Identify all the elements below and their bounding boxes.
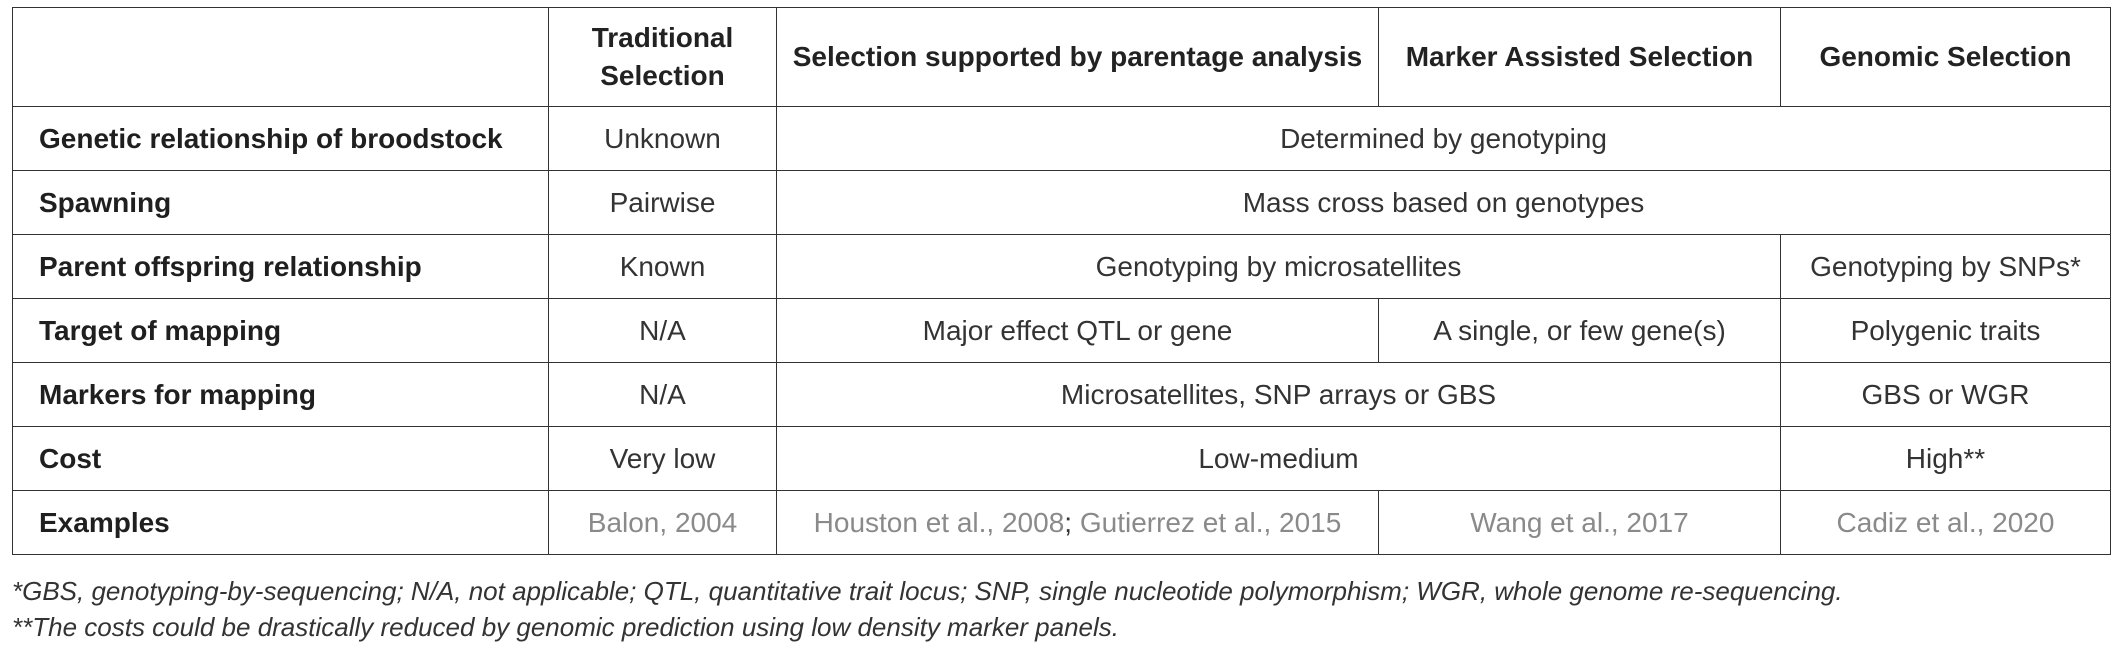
table-row-parent-offspring xyxy=(13,235,2111,299)
cell-traditional: Unknown xyxy=(549,107,777,171)
reference-link-balon-2004[interactable]: Balon, 2004 xyxy=(549,491,777,555)
row-label: Target of mapping xyxy=(13,299,549,363)
header-parentage-analysis: Selection supported by parentage analysis xyxy=(777,8,1379,107)
table-row-spawning xyxy=(13,171,2111,235)
cell-traditional: Pairwise xyxy=(549,171,777,235)
cell-parentage: Major effect QTL or gene xyxy=(777,299,1379,363)
row-label: Parent offspring relationship xyxy=(13,235,549,299)
table-row-target-mapping xyxy=(13,299,2111,363)
cell-traditional: Known xyxy=(549,235,777,299)
table-row-cost xyxy=(13,427,2111,491)
cell-traditional: Very low xyxy=(549,427,777,491)
reference-link-cadiz-2020[interactable]: Cadiz et al., 2020 xyxy=(1781,491,2111,555)
cell-genomic: GBS or WGR xyxy=(1781,363,2111,427)
table-row-markers-mapping xyxy=(13,363,2111,427)
reference-link-wang-2017[interactable]: Wang et al., 2017 xyxy=(1379,491,1781,555)
reference-separator: ; xyxy=(1064,506,1073,538)
row-label: Markers for mapping xyxy=(13,363,549,427)
cell-mas: A single, or few gene(s) xyxy=(1379,299,1781,363)
row-label: Cost xyxy=(13,427,549,491)
header-traditional-selection: Traditional Selection xyxy=(549,8,777,107)
cell-traditional: N/A xyxy=(549,299,777,363)
header-marker-assisted-selection: Marker Assisted Selection xyxy=(1379,8,1781,107)
selection-methods-table xyxy=(12,7,2111,555)
header-corner-cell xyxy=(13,8,549,107)
row-label: Genetic relationship of broodstock xyxy=(13,107,549,171)
footnote-costs: **The costs could be drastically reduced by genomic prediction using low density marker panels. xyxy=(12,612,1120,642)
cell-genomic: Genotyping by SNPs* xyxy=(1781,235,2111,299)
cell-merged: Low-medium xyxy=(777,427,1781,491)
cell-traditional: N/A xyxy=(549,363,777,427)
header-row xyxy=(13,8,2111,107)
table-footnotes xyxy=(12,573,2110,645)
cell-merged: Microsatellites, SNP arrays or GBS xyxy=(777,363,1781,427)
cell-genomic: Polygenic traits xyxy=(1781,299,2111,363)
row-label: Spawning xyxy=(13,171,549,235)
comparison-table-container xyxy=(12,7,2110,555)
cell-parentage-references xyxy=(777,491,1379,555)
cell-merged: Genotyping by microsatellites xyxy=(777,235,1781,299)
header-genomic-selection: Genomic Selection xyxy=(1781,8,2111,107)
cell-merged: Mass cross based on genotypes xyxy=(777,171,2111,235)
cell-merged: Determined by genotyping xyxy=(777,107,2111,171)
table-row-genetic-relationship xyxy=(13,107,2111,171)
footnote-abbreviations: *GBS, genotyping-by-sequencing; N/A, not applicable; QTL, quantitative trait locus; SNP, single nucleotide polymorphism; WGR, whole genome re-sequencing. xyxy=(12,576,1843,606)
row-label: Examples xyxy=(13,491,549,555)
cell-genomic: High** xyxy=(1781,427,2111,491)
reference-link-houston-2008[interactable]: Houston et al., 2008 xyxy=(813,506,1065,538)
table-row-examples xyxy=(13,491,2111,555)
reference-link-gutierrez-2015[interactable]: Gutierrez et al., 2015 xyxy=(1079,506,1342,538)
